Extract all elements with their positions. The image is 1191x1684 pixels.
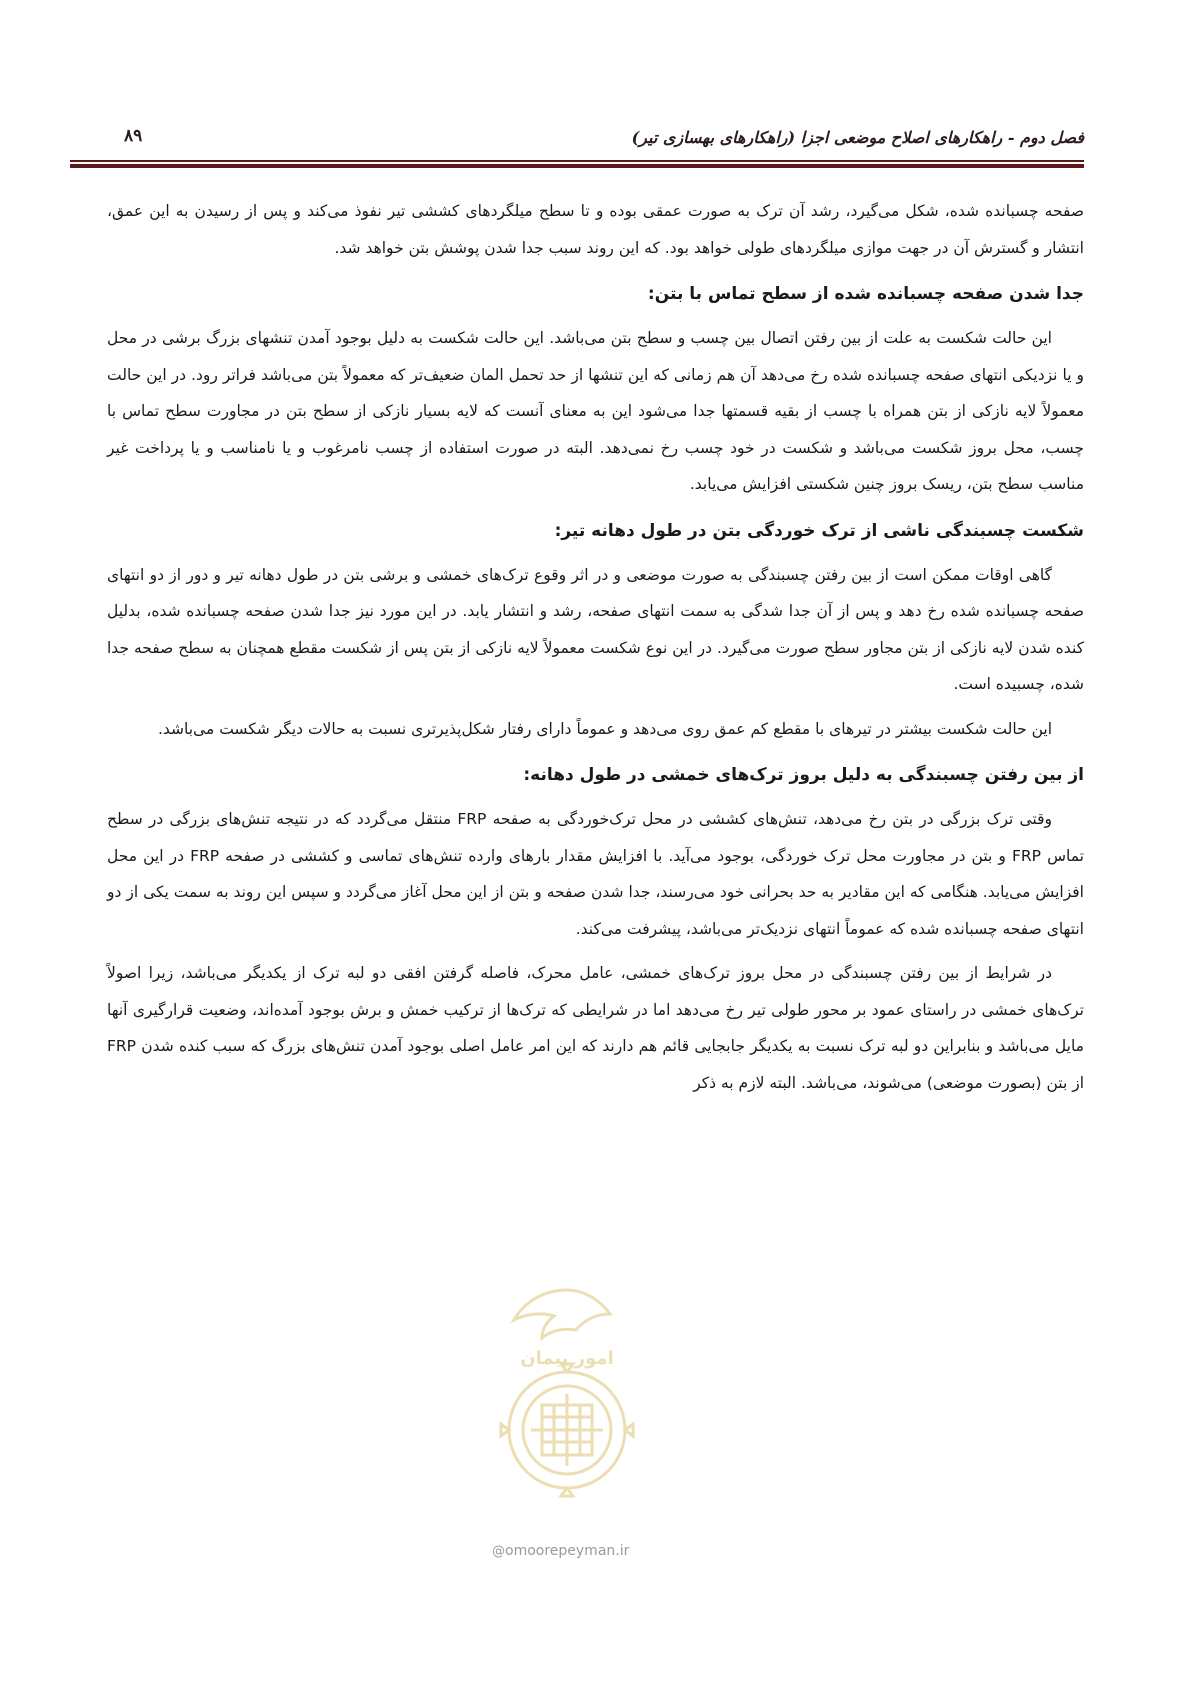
paragraph: این حالت شکست بیشتر در تیرهای با مقطع کم عمق روی می‌دهد و عموماً دارای رفتار شکل‌پذیرتری نسبت به حالات دیگر شکست می‌باشد.	[157, 719, 1052, 738]
page-number: ۸۹	[124, 126, 143, 146]
body-text	[107, 193, 1084, 1109]
paragraph: صفحه چسبانده شده، شکل می‌گیرد، رشد آن ترک به صورت عمقی بوده و تا سطح میلگردهای کششی تیر نفوذ می‌کند و پس از رسیدن به این عمق، انتشار و گسترش آن در جهت موازی میلگردهای طولی خواهد بود. که این روند سبب جدا شدن پوشش بتن خواهد شد.	[107, 202, 1084, 257]
watermark-logo	[484, 1280, 650, 1500]
header-rule-thick	[70, 164, 1084, 168]
paragraph: گاهی اوقات ممکن است از بین رفتن چسبندگی به صورت موضعی و در اثر وقوع ترک‌های خمشی و برشی بتن در طول دهانه تیر و دور از دو انتهای صفحه چسبانده شده رخ دهد و پس از آن جدا شدگی به سمت انتهای صفحه، رشد و انتشار یابد. در این مورد نیز جدا شدن صفحه چسبانده شده، بدلیل کنده شدن لایه نازکی از بتن مجاور سطح صورت می‌گیرد. در این نوع شکست معمولاً لایه نازکی از بتن پس از شکست مقطع همچنان به سطح صفحه جدا شده، چسبیده است.	[107, 565, 1084, 693]
chapter-title: فصل دوم - راهکارهای اصلاح موضعی اجزا (راهکارهای بهسازی تیر)	[631, 128, 1084, 147]
header-rule-thin	[70, 160, 1084, 162]
watermark-url	[492, 1543, 629, 1559]
section-heading: جدا شدن صفحه چسبانده شده از سطح تماس با بتن:	[647, 284, 1084, 304]
watermark-logo-text: امور پیمان	[520, 1348, 614, 1369]
paragraph: وقتی ترک بزرگی در بتن رخ می‌دهد، تنش‌های کششی در محل ترک‌خوردگی به صفحه FRP منتقل می‌گردد که در نتیجه تنش‌های بزرگی در سطح تماس FRP و بتن در مجاورت محل ترک خوردگی، بوجود می‌آید. با افزایش مقدار بارهای وارده تنش‌های تماسی و کششی در صفحه FRP در این محل افزایش می‌یابد. هنگامی که این مقادیر به حد بحرانی خود می‌رسند، جدا شدن صفحه و بتن از این محل آغاز می‌گردد و سپس این روند به سمت یکی از دو انتهای صفحه چسبانده شده که عموماً انتهای نزدیک‌تر می‌باشد، پیشرفت می‌کند.	[107, 810, 1084, 938]
paragraph: این حالت شکست به علت از بین رفتن اتصال بین چسب و سطح بتن می‌باشد. این حالت شکست به دلیل بوجود آمدن تنشهای بزرگ برشی در محل و یا نزدیکی انتهای صفحه چسبانده شده رخ می‌دهد آن هم زمانی که این تنشها از حد تحمل المان ضعیف‌تر که معمولاً بتن می‌باشد فراتر رود. در این حالت معمولاً لایه نازکی از بتن همراه با چسب از بقیه قسمتها جدا می‌شود این به معنای آنست که لایه بسیار نازکی از سطح بتن در مجاورت سطح تماس با چسب، محل بروز شکست می‌باشد و شکست در خود چسب رخ نمی‌دهد. البته در صورت استفاده از چسب نامرغوب و یا نامناسب و یا پرداخت غیر مناسب سطح بتن، ریسک بروز چنین شکستی افزایش می‌یابد.	[107, 329, 1084, 493]
at-icon: @	[492, 1544, 505, 1559]
section-heading: از بین رفتن چسبندگی به دلیل بروز ترک‌های خمشی در طول دهانه:	[523, 765, 1084, 785]
paragraph: در شرایط از بین رفتن چسبندگی در محل بروز ترک‌های خمشی، عامل محرک، فاصله گرفتن افقی دو لبه ترک از یکدیگر می‌باشد، زیرا اصولاً ترک‌های خمشی در راستای عمود بر محور طولی تیر رخ می‌دهد اما در شرایطی که ترک‌ها از ترکیب خمش و برش بوجود آمده‌اند، وضعیت قرارگیری آنها مایل می‌باشد و بنابراین دو لبه ترک نسبت به یکدیگر جابجایی قائم هم دارند که این امر عامل اصلی بوجود آمدن تنش‌های بزرگ که سبب کنده شدن FRP از بتن (بصورت موضعی) می‌شوند، می‌باشد. البته لازم به ذکر	[107, 964, 1084, 1092]
watermark-url-text: omoorepeyman.ir	[505, 1543, 630, 1559]
section-heading: شکست چسبندگی ناشی از ترک خوردگی بتن در طول دهانه تیر:	[554, 520, 1084, 541]
running-header	[106, 124, 1084, 152]
